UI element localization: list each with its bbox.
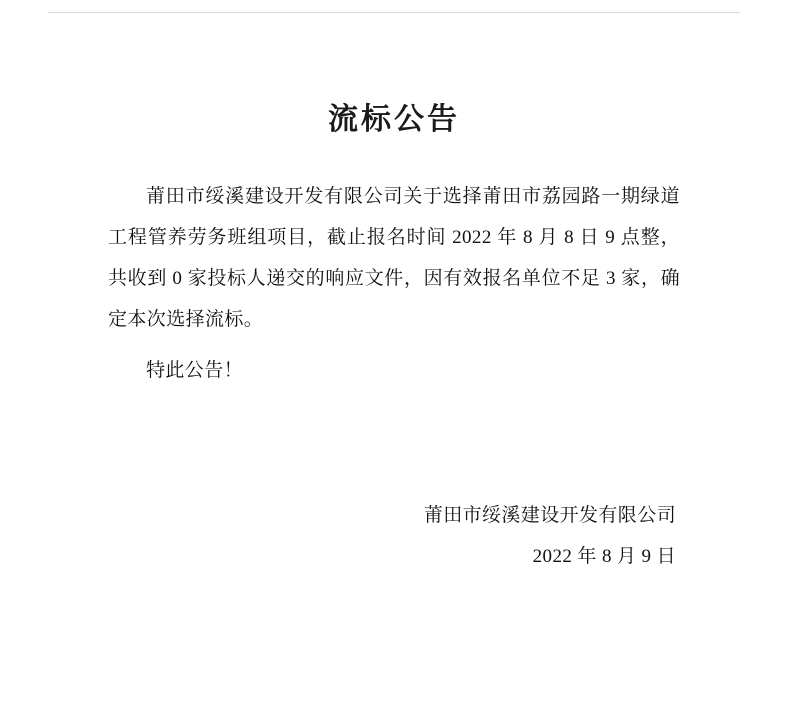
document-body bbox=[108, 138, 680, 391]
body-paragraph: 特此公告！ bbox=[146, 360, 244, 381]
signature-date: 2022 年 8 月 9 日 bbox=[532, 546, 676, 567]
body-paragraph: 莆田市绥溪建设开发有限公司关于选择莆田市荔园路一期绿道工程管养劳务班组项目，截止报名时间 2022 年 8 月 8 日 9 点整，共收到 0 家投标人递交的响应文件，因有效报名单位不足 3 家，确定本次选择流标。 bbox=[108, 186, 680, 330]
signature-organization: 莆田市绥溪建设开发有限公司 bbox=[423, 505, 676, 526]
header-divider bbox=[48, 12, 740, 13]
signature-block bbox=[424, 495, 676, 577]
page-title: 流标公告 bbox=[328, 103, 460, 136]
